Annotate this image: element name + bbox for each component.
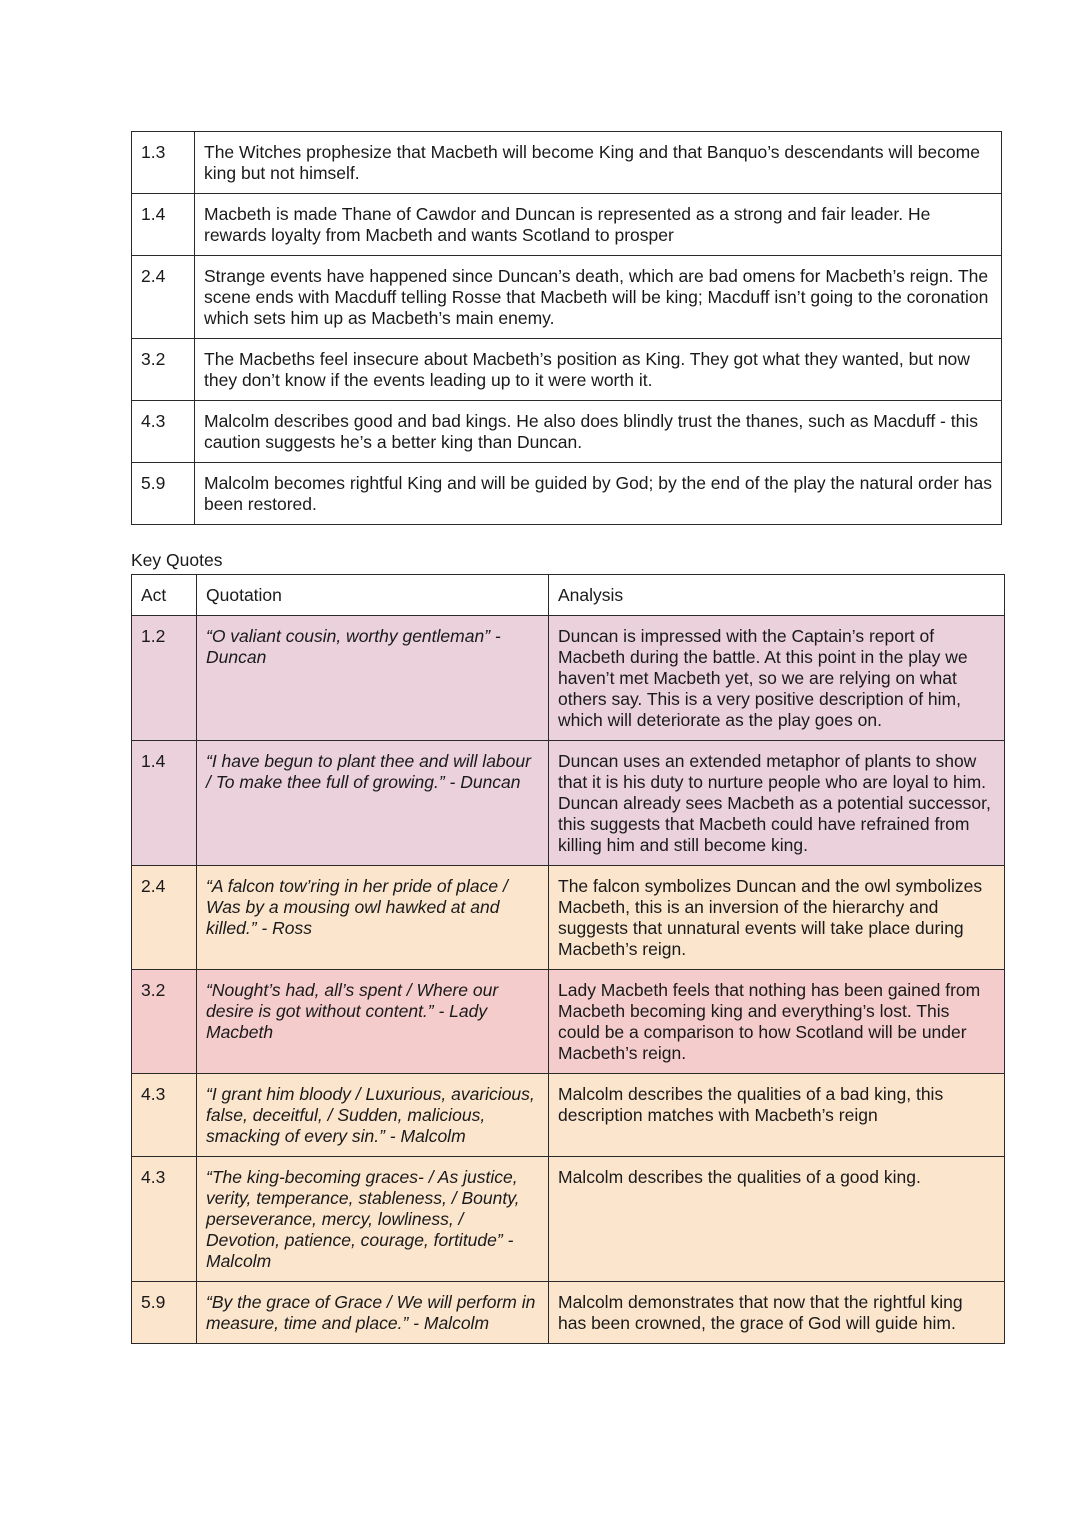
analysis-cell: Malcolm describes the qualities of a good king. — [549, 1157, 1005, 1282]
act-cell: 1.4 — [132, 194, 195, 256]
quotation-cell: “A falcon tow’ring in her pride of place / Was by a mousing owl hawked at and killed.” - Ross — [197, 866, 549, 970]
act-cell: 1.3 — [132, 132, 195, 194]
header-quotation: Quotation — [197, 575, 549, 616]
act-cell: 1.4 — [132, 741, 197, 866]
table-row — [132, 194, 1002, 256]
quotation-cell: “I grant him bloody / Luxurious, avaricious, false, deceitful, / Sudden, malicious, smacking of every sin.” - Malcolm — [197, 1074, 549, 1157]
key-quotes-table — [131, 574, 1005, 1344]
analysis-cell: Malcolm describes the qualities of a bad king, this description matches with Macbeth’s reign — [549, 1074, 1005, 1157]
act-cell: 5.9 — [132, 1282, 197, 1344]
summary-cell: Malcolm describes good and bad kings. He also does blindly trust the thanes, such as Macduff - this caution suggests he’s a better king than Duncan. — [195, 401, 1002, 463]
table-row — [132, 866, 1005, 970]
table-row — [132, 256, 1002, 339]
act-cell: 2.4 — [132, 256, 195, 339]
table-row — [132, 970, 1005, 1074]
analysis-cell: Duncan is impressed with the Captain’s report of Macbeth during the battle. At this point in the play we haven’t met Macbeth yet, so we are relying on what others say. This is a very positive description of him, which will deteriorate as the play goes on. — [549, 616, 1005, 741]
table-row — [132, 741, 1005, 866]
act-cell: 5.9 — [132, 463, 195, 525]
summary-cell: Macbeth is made Thane of Cawdor and Duncan is represented as a strong and fair leader. He rewards loyalty from Macbeth and wants Scotland to prosper — [195, 194, 1002, 256]
quotation-cell: “O valiant cousin, worthy gentleman” - Duncan — [197, 616, 549, 741]
summary-cell: Strange events have happened since Duncan’s death, which are bad omens for Macbeth’s reign. The scene ends with Macduff telling Rosse that Macbeth will be king; Macduff isn’t going to the coronation which sets him up as Macbeth’s main enemy. — [195, 256, 1002, 339]
act-cell: 4.3 — [132, 1157, 197, 1282]
summary-cell: Malcolm becomes rightful King and will be guided by God; by the end of the play the natural order has been restored. — [195, 463, 1002, 525]
scene-summary-table — [131, 131, 1002, 525]
analysis-cell: The falcon symbolizes Duncan and the owl symbolizes Macbeth, this is an inversion of the hierarchy and suggests that unnatural events will take place during Macbeth’s reign. — [549, 866, 1005, 970]
analysis-cell: Lady Macbeth feels that nothing has been gained from Macbeth becoming king and everything’s lost. This could be a comparison to how Scotland will be under Macbeth’s reign. — [549, 970, 1005, 1074]
analysis-cell: Duncan uses an extended metaphor of plants to show that it is his duty to nurture people who are loyal to him. Duncan already sees Macbeth as a potential successor, this suggests that Macbeth could have refrained from killing him and still become king. — [549, 741, 1005, 866]
quotation-cell: “Nought’s had, all’s spent / Where our desire is got without content.” - Lady Macbeth — [197, 970, 549, 1074]
quotation-cell: “By the grace of Grace / We will perform in measure, time and place.” - Malcolm — [197, 1282, 549, 1344]
quotation-cell: “The king-becoming graces- / As justice, verity, temperance, stableness, / Bounty, perseverance, mercy, lowliness, / Devotion, patience, courage, fortitude” - Malcolm — [197, 1157, 549, 1282]
header-act: Act — [132, 575, 197, 616]
table-row — [132, 401, 1002, 463]
key-quotes-heading: Key Quotes — [131, 550, 223, 570]
table-row — [132, 132, 1002, 194]
table-row — [132, 1282, 1005, 1344]
table-row — [132, 1074, 1005, 1157]
table-row — [132, 463, 1002, 525]
summary-cell: The Macbeths feel insecure about Macbeth’s position as King. They got what they wanted, but now they don’t know if the events leading up to it were worth it. — [195, 339, 1002, 401]
table-row — [132, 1157, 1005, 1282]
summary-cell: The Witches prophesize that Macbeth will become King and that Banquo’s descendants will become king but not himself. — [195, 132, 1002, 194]
header-analysis: Analysis — [549, 575, 1005, 616]
table-header-row — [132, 575, 1005, 616]
act-cell: 3.2 — [132, 339, 195, 401]
act-cell: 3.2 — [132, 970, 197, 1074]
table-row — [132, 616, 1005, 741]
act-cell: 1.2 — [132, 616, 197, 741]
act-cell: 4.3 — [132, 401, 195, 463]
analysis-cell: Malcolm demonstrates that now that the rightful king has been crowned, the grace of God will guide him. — [549, 1282, 1005, 1344]
table-row — [132, 339, 1002, 401]
act-cell: 2.4 — [132, 866, 197, 970]
quotation-cell: “I have begun to plant thee and will labour / To make thee full of growing.” - Duncan — [197, 741, 549, 866]
act-cell: 4.3 — [132, 1074, 197, 1157]
